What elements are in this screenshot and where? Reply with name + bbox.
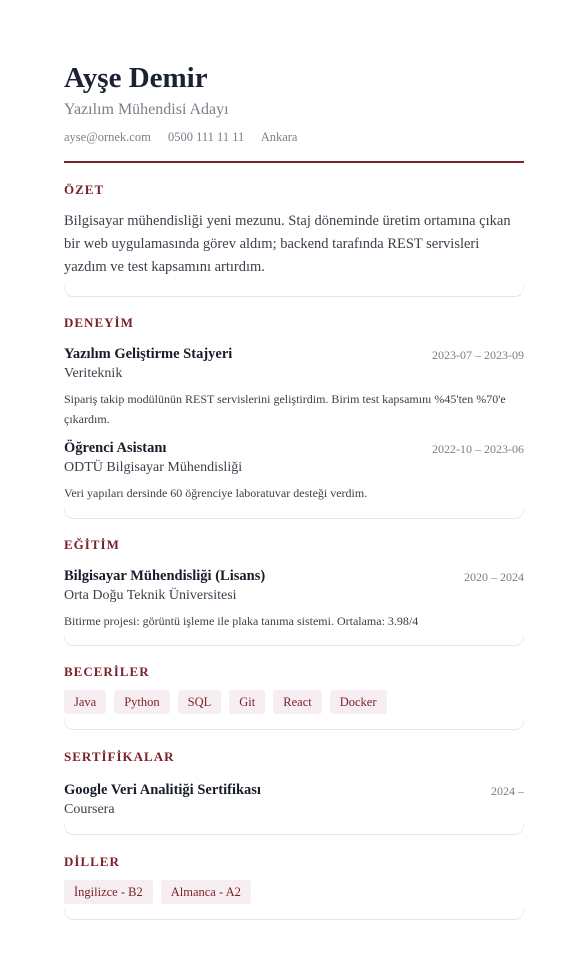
experience-section	[64, 315, 524, 519]
section-divider	[64, 508, 524, 519]
section-title-skills: BECERİLER	[64, 664, 150, 679]
experience-company: Veriteknik	[64, 366, 123, 381]
education-degree: Bilgisayar Mühendisliği (Lisans)	[64, 568, 266, 584]
resume-page	[64, 60, 524, 920]
education-description: Bitirme projesi: görüntü işleme ile plaka tanıma sistemi. Ortalama: 3.98/4	[64, 614, 419, 628]
skill-tag-sql: SQL	[178, 690, 222, 714]
experience-item	[64, 345, 524, 429]
contact-email[interactable]: ayse@ornek.com	[64, 130, 151, 144]
skill-tag-react: React	[273, 690, 321, 714]
certification-item	[64, 781, 524, 819]
section-divider	[64, 719, 524, 730]
experience-title: Yazılım Geliştirme Stajyeri	[64, 346, 233, 362]
certifications-section	[64, 749, 524, 835]
section-title-experience: DENEYİM	[64, 315, 134, 330]
contact-phone[interactable]: 0500 111 11 11	[167, 130, 245, 144]
section-title-certifications: SERTİFİKALAR	[64, 749, 175, 764]
header-divider	[64, 161, 524, 163]
certification-issuer: Coursera	[64, 802, 115, 817]
education-section	[64, 537, 524, 646]
skill-tag-git: Git	[229, 690, 265, 714]
section-title-education: EĞİTİM	[64, 537, 120, 552]
summary-section	[64, 182, 524, 297]
experience-title: Öğrenci Asistanı	[64, 440, 167, 456]
section-divider	[64, 824, 524, 835]
language-tag-english: İngilizce - B2	[64, 880, 153, 904]
contact-line	[64, 129, 524, 145]
summary-text: Bilgisayar mühendisliği yeni mezunu. Staj döneminde üretim ortamına çıkan bir web uygulamasında görev aldım; backend tarafında REST servisleri yazdım ve test kapsamını artırdım.	[64, 213, 511, 275]
education-school: Orta Doğu Teknik Üniversitesi	[64, 588, 237, 603]
section-title-summary: ÖZET	[64, 182, 105, 197]
experience-date: 2022-10 – 2023-06	[432, 442, 524, 456]
language-tag-german: Almanca - A2	[161, 880, 251, 904]
skills-tag-list	[64, 690, 524, 714]
contact-location: Ankara	[260, 130, 298, 144]
experience-date: 2023-07 – 2023-09	[432, 348, 524, 362]
education-date: 2020 – 2024	[464, 570, 524, 584]
skills-section	[64, 664, 524, 730]
section-divider	[64, 909, 524, 920]
section-title-languages: DİLLER	[64, 854, 120, 869]
skill-tag-java: Java	[64, 690, 106, 714]
candidate-name: Ayşe Demir	[64, 62, 208, 94]
experience-description: Sipariş takip modülünün REST servislerini geliştirdim. Birim test kapsamını %45'ten %70'e çıkardım.	[64, 392, 506, 426]
certification-date: 2024 –	[491, 784, 524, 798]
section-divider	[64, 286, 524, 297]
candidate-title: Yazılım Mühendisi Adayı	[64, 101, 229, 118]
certification-title: Google Veri Analitiği Sertifikası	[64, 782, 261, 798]
education-item	[64, 567, 524, 631]
languages-tag-list	[64, 880, 524, 904]
experience-description: Veri yapıları dersinde 60 öğrenciye laboratuvar desteği verdim.	[64, 486, 368, 500]
skill-tag-docker: Docker	[330, 690, 387, 714]
experience-company: ODTÜ Bilgisayar Mühendisliği	[64, 460, 243, 475]
experience-item	[64, 439, 524, 503]
languages-section	[64, 854, 524, 920]
skill-tag-python: Python	[114, 690, 169, 714]
section-divider	[64, 635, 524, 646]
resume-header	[64, 60, 524, 163]
